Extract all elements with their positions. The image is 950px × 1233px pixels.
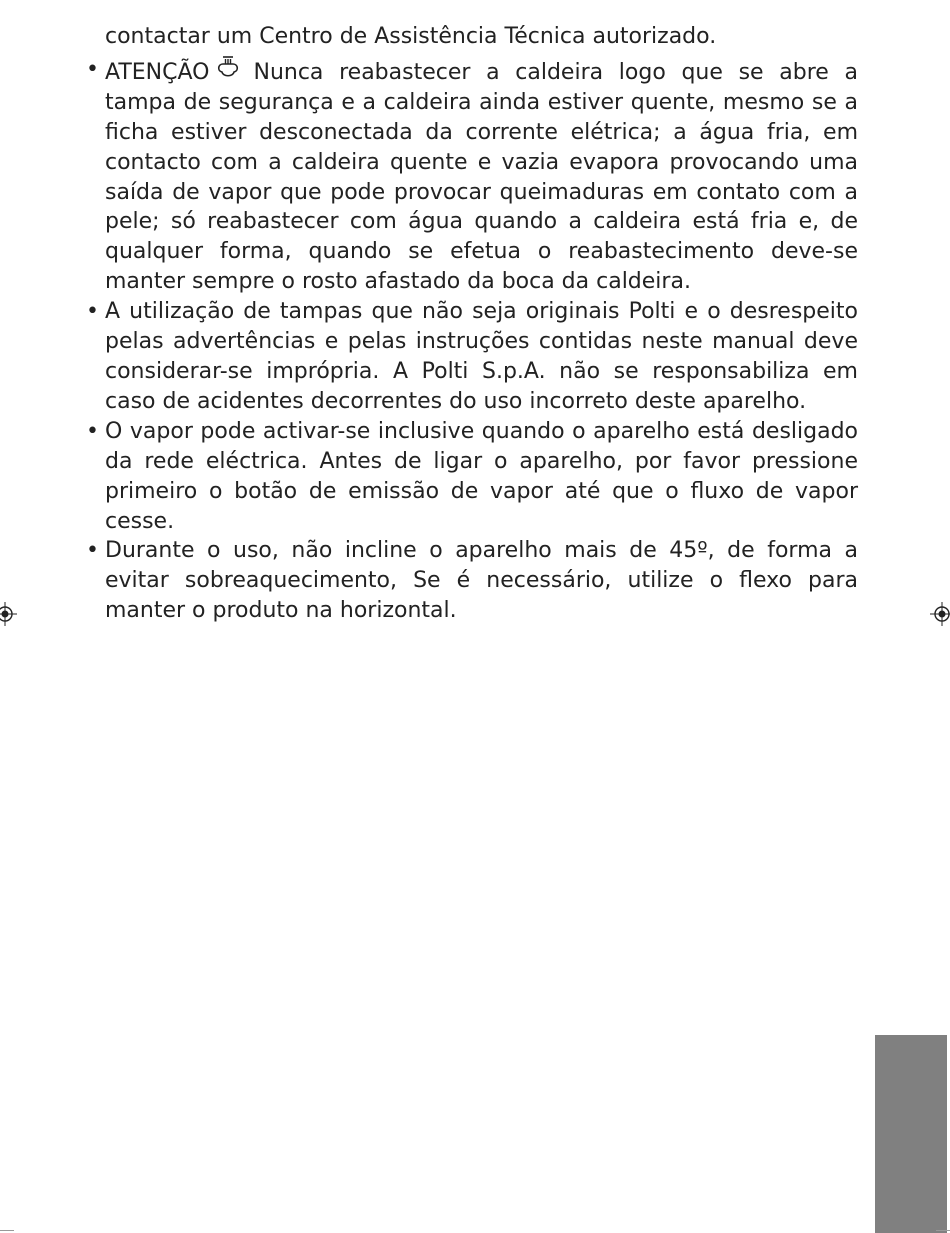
warning-list <box>105 55 858 626</box>
registration-mark-icon <box>930 602 950 626</box>
hot-surface-icon <box>215 55 241 81</box>
crop-mark <box>0 1230 14 1231</box>
warning-text: A utilização de tampas que não seja originais Polti e o desrespeito pelas advertências e pelas instruções contidas neste manual deve considerar-se imprópria. A Polti S.p.A. não se responsabiliza em caso de acidentes decorrentes do uso incorreto deste aparelho. <box>105 299 858 414</box>
warning-label: ATENÇÃO <box>105 59 210 85</box>
continuation-paragraph: contactar um Centro de Assistência Técnica autorizado. <box>105 24 717 49</box>
crop-mark <box>936 1230 950 1231</box>
list-item <box>105 55 858 297</box>
list-item <box>105 417 858 537</box>
warning-text: Durante o uso, não incline o aparelho mais de 45º, de forma a evitar sobreaquecimento, Se é necessário, utilize o flexo para manter o produto na horizontal. <box>105 538 858 624</box>
document-body <box>105 22 858 626</box>
registration-mark-icon <box>0 602 17 626</box>
warning-text: Nunca reabastecer a caldeira logo que se abre a tampa de segurança e a caldeira ainda estiver quente, mesmo se a ficha estiver desconectada da corrente elétrica; a água fria, em contacto com a caldeira quente e vazia evapora provocando uma saída de vapor que pode provocar queimaduras em contato com a pele; só reabastecer com água quando a caldeira está fria e, de qualquer forma, quando se efetua o reabastecimento deve-se manter sempre o rosto afastado da boca da caldeira. <box>105 59 858 295</box>
list-item <box>105 536 858 626</box>
list-item <box>105 297 858 417</box>
language-side-tab <box>875 1035 947 1233</box>
warning-text: O vapor pode activar-se inclusive quando o aparelho está desligado da rede eléctrica. Antes de ligar o aparelho, por favor pressione primeiro o botão de emissão de vapor até que o fluxo de vapor cesse. <box>105 418 858 534</box>
